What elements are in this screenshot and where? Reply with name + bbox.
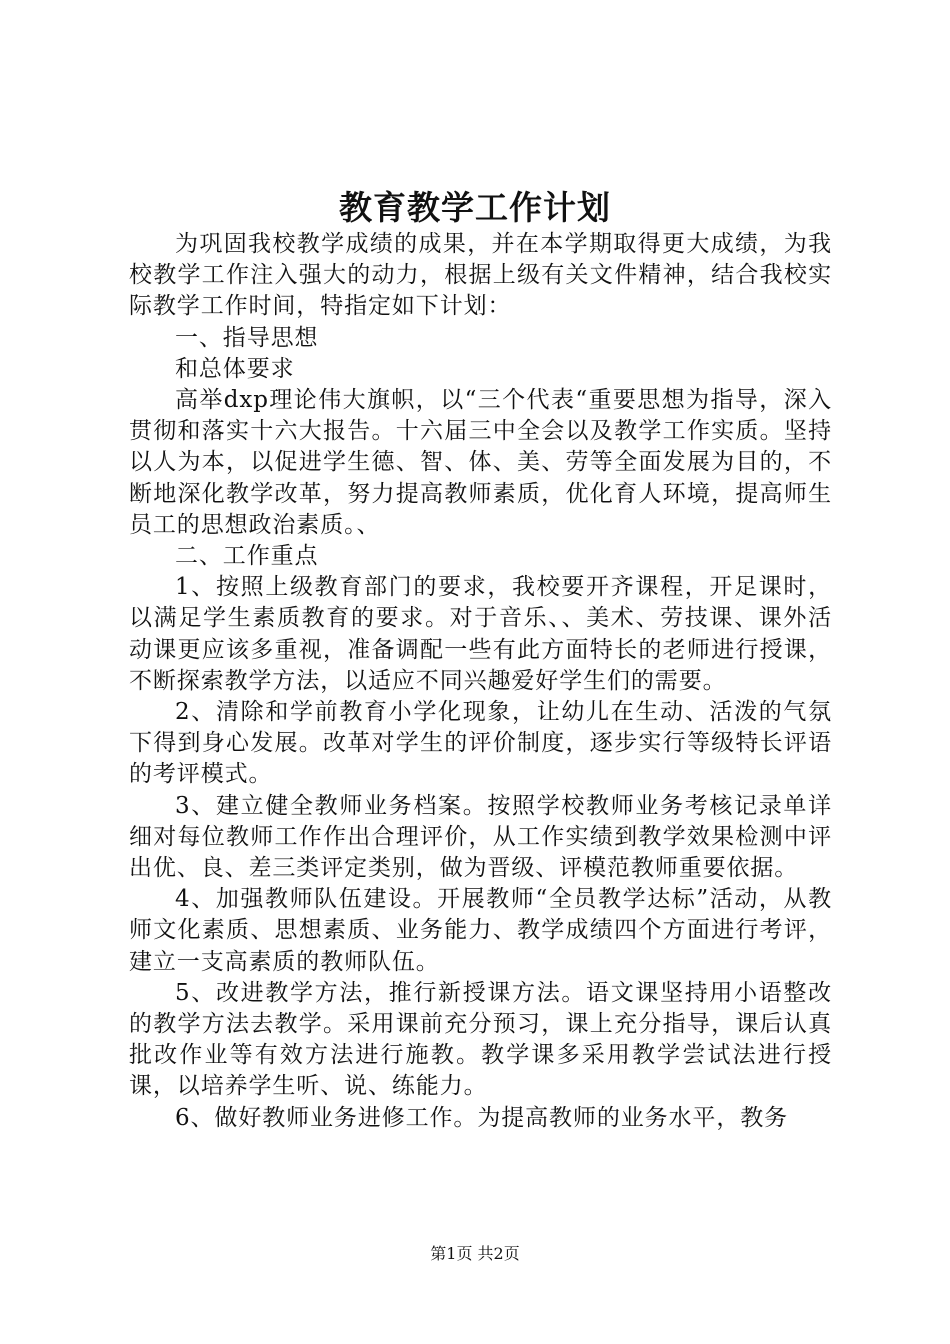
paragraph-item-5: 5、改进教学方法，推行新授课方法。语文课坚持用小语整改的教学方法去教学。采用课前充分预习，课上充分指导，课后认真批改作业等有效方法进行施教。教学课多采用教学尝试法进行授课，以培养学生听、说、练能力。 bbox=[129, 979, 832, 1100]
paragraph-item-4: 4、加强教师队伍建设。开展教师“全员教学达标”活动，从教师文化素质、思想素质、业务能力、教学成绩四个方面进行考评，建立一支高素质的教师队伍。 bbox=[129, 886, 832, 975]
paragraph-item-1: 1、按照上级教育部门的要求，我校要开齐课程，开足课时，以满足学生素质教育的要求。对于音乐、、美术、劳技课、课外活动课更应该多重视，准备调配一些有此方面特长的老师进行授课，不断探索教学方法，以适应不同兴趣爱好学生们的需要。 bbox=[129, 574, 832, 694]
heading-work-focus: 二、工作重点 bbox=[175, 543, 319, 570]
page-footer: 第1页 共2页 bbox=[430, 1244, 520, 1263]
paragraph-item-3: 3、建立健全教师业务档案。按照学校教师业务考核记录单详细对每位教师工作作出合理评价，从工作实绩到教学效果检测中评出优、良、差三类评定类别，做为晋级、评模范教师重要依据。 bbox=[129, 792, 832, 882]
paragraph-intro: 为巩固我校教学成绩的成果，并在本学期取得更大成绩，为我校教学工作注入强大的动力，根据上级有关文件精神，结合我校实际教学工作时间，特指定如下计划： bbox=[129, 231, 832, 320]
paragraph-item-2: 2、清除和学前教育小学化现象，让幼儿在生动、活泼的气氛下得到身心发展。改革对学生的评价制度，逐步实行等级特长评语的考评模式。 bbox=[129, 699, 832, 788]
document-body bbox=[129, 229, 832, 1134]
paragraph-item-6: 6、做好教师业务进修工作。为提高教师的业务水平，教务 bbox=[175, 1104, 789, 1131]
document-title: 教育教学工作计划 bbox=[339, 188, 611, 227]
heading-overall-requirements: 和总体要求 bbox=[175, 355, 295, 382]
heading-guiding-ideology: 一、指导思想 bbox=[175, 324, 319, 351]
paragraph-ideology: 高举dxp理论伟大旗帜，以“三个代表“重要思想为指导，深入贯彻和落实十六大报告。十六届三中全会以及教学工作实质。坚持以人为本，以促进学生德、智、体、美、劳等全面发展为目的，不断地深化教学改革，努力提高教师素质，优化育人环境，提高师生员工的思想政治素质。、 bbox=[129, 387, 832, 538]
